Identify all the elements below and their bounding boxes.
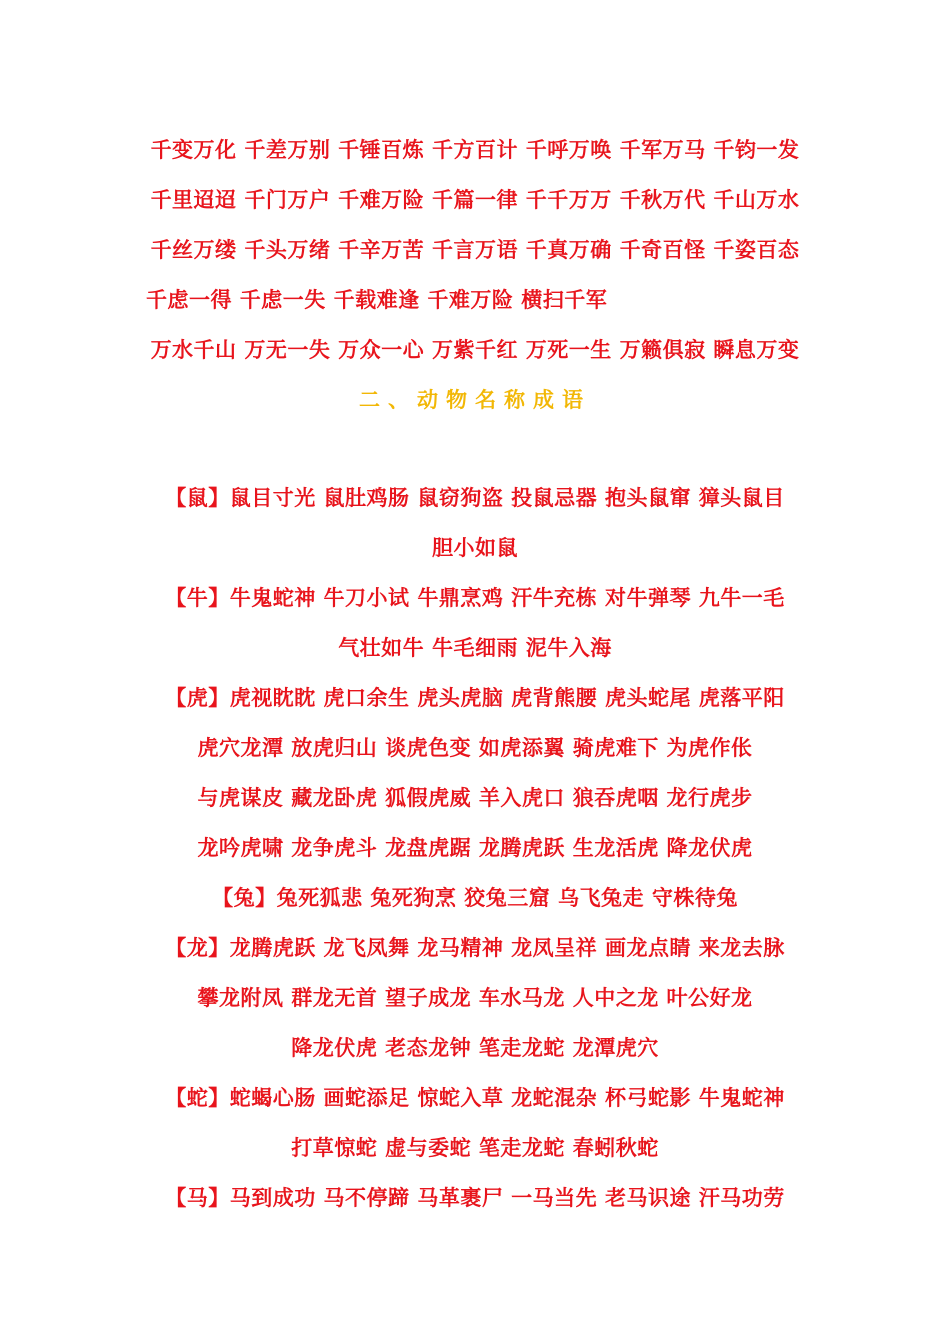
idiom-line-rat-1: 【鼠】鼠目寸光 鼠肚鸡肠 鼠窃狗盗 投鼠忌器 抱头鼠窜 獐头鼠目	[165, 486, 785, 510]
section-heading: 二、动物名称成语	[359, 388, 591, 412]
idiom-line-tiger-1: 【虎】虎视眈眈 虎口余生 虎头虎脑 虎背熊腰 虎头蛇尾 虎落平阳	[165, 686, 785, 710]
idiom-line-dragon-1: 【龙】龙腾虎跃 龙飞凤舞 龙马精神 龙凤呈祥 画龙点睛 来龙去脉	[165, 936, 785, 960]
idiom-line-qian-1: 千变万化 千差万别 千锤百炼 千方百计 千呼万唤 千军万马 千钧一发	[150, 138, 800, 162]
idiom-line-rabbit-1: 【兔】兔死狐悲 兔死狗烹 狡兔三窟 乌飞兔走 守株待兔	[212, 886, 738, 910]
idiom-line-qian-4: 千虑一得 千虑一失 千载难逢 千难万险 横扫千军	[146, 288, 608, 312]
idiom-line-dragon-3: 降龙伏虎 老态龙钟 笔走龙蛇 龙潭虎穴	[291, 1036, 659, 1060]
idiom-line-tiger-4: 龙吟虎啸 龙争虎斗 龙盘虎踞 龙腾虎跃 生龙活虎 降龙伏虎	[197, 836, 753, 860]
idiom-line-qian-2: 千里迢迢 千门万户 千难万险 千篇一律 千千万万 千秋万代 千山万水	[150, 188, 800, 212]
idiom-line-snake-1: 【蛇】蛇蝎心肠 画蛇添足 惊蛇入草 龙蛇混杂 杯弓蛇影 牛鬼蛇神	[165, 1086, 785, 1110]
idiom-line-ox-2: 气壮如牛 牛毛细雨 泥牛入海	[338, 636, 612, 660]
idiom-line-snake-2: 打草惊蛇 虚与委蛇 笔走龙蛇 春蚓秋蛇	[291, 1136, 659, 1160]
idiom-line-rat-2: 胆小如鼠	[432, 536, 518, 560]
idiom-line-qian-3: 千丝万缕 千头万绪 千辛万苦 千言万语 千真万确 千奇百怪 千姿百态	[150, 238, 800, 262]
idiom-line-dragon-2: 攀龙附凤 群龙无首 望子成龙 车水马龙 人中之龙 叶公好龙	[197, 986, 753, 1010]
idiom-line-wan-1: 万水千山 万无一失 万众一心 万紫千红 万死一生 万籁俱寂 瞬息万变	[150, 338, 800, 362]
idiom-line-ox-1: 【牛】牛鬼蛇神 牛刀小试 牛鼎烹鸡 汗牛充栋 对牛弹琴 九牛一毛	[165, 586, 785, 610]
idiom-line-tiger-2: 虎穴龙潭 放虎归山 谈虎色变 如虎添翼 骑虎难下 为虎作伥	[197, 736, 753, 760]
idiom-line-horse-1: 【马】马到成功 马不停蹄 马革裹尸 一马当先 老马识途 汗马功劳	[165, 1186, 785, 1210]
idiom-line-tiger-3: 与虎谋皮 藏龙卧虎 狐假虎威 羊入虎口 狼吞虎咽 龙行虎步	[197, 786, 753, 810]
